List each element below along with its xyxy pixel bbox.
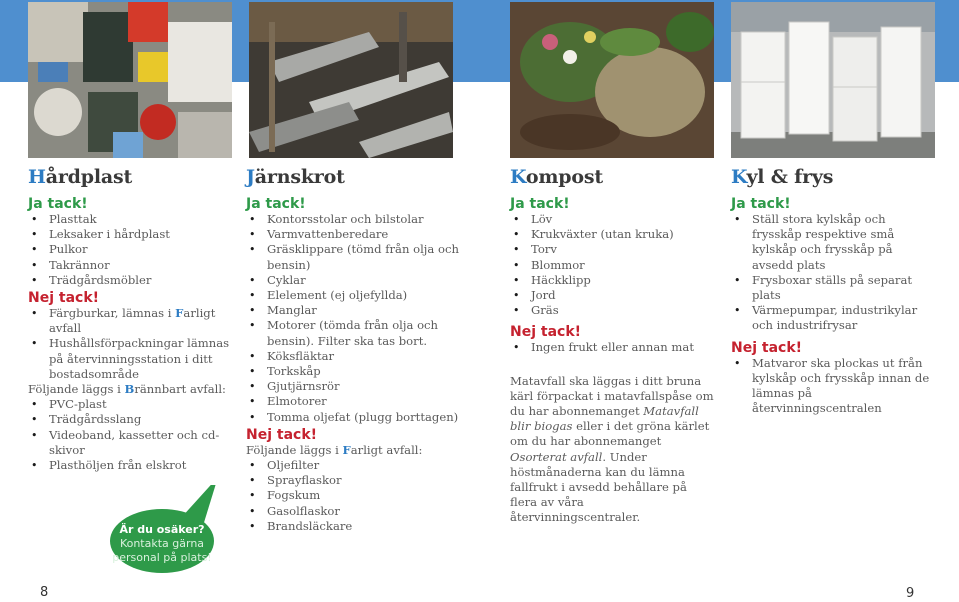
help-question: Är du osäker? [119,523,205,536]
kompost-yes-list [510,212,716,318]
hardplast-section [28,166,238,473]
list-item: • Häckklipp [510,273,716,288]
list-item: • Varmvattenberedare [246,227,462,242]
list-item: • Brandsläckare [246,519,462,534]
hardplast-yes-label: Ja tack! [28,196,88,212]
hardplast-no-label: Nej tack! [28,290,100,307]
kyl-title: Kyl & frys [731,166,834,188]
compost-photo [510,2,714,158]
kompost-yes-label: Ja tack! [510,196,570,212]
list-item: • Blommor [510,258,716,273]
hazardous-intro: Följande läggs i Farligt avfall: [246,442,423,457]
scrap-metal-photo [249,2,453,158]
burnable-intro: Följande läggs i Brännbart avfall: [28,382,226,397]
list-item: • Elmotorer [246,394,462,409]
list-item: • Torkskåp [246,364,462,379]
list-item: • Pulkor [28,242,238,257]
list-item: • Trädgårdsmöbler [28,273,238,288]
kompost-no-list [510,340,716,355]
list-item: • Cyklar [246,273,462,288]
hardplast-no-list [28,306,238,382]
jarnskrot-yes-label: Ja tack! [246,196,306,212]
list-item: • Löv [510,212,716,227]
list-item: • Sprayflaskor [246,473,462,488]
list-item: • Frysboxar ställs på separat plats [731,273,937,303]
kyl-yes-list [731,212,937,334]
page-number-left: 8 [40,585,49,600]
list-item: • Köksfläktar [246,349,462,364]
jarnskrot-section [246,166,462,534]
list-item: • Gjutjärnsrör [246,379,462,394]
list-item: • Hushållsförpackningar lämnas på återvinningsstation i ditt bostadsområde [28,336,238,382]
kyl-section [731,166,937,416]
help-bubble-text: Är du osäker? Kontakta gärna personal på plats! [110,523,214,565]
list-item: • Plasttak [28,212,238,227]
help-bubble [110,485,214,571]
list-item: • Torv [510,242,716,257]
jarnskrot-title: Järnskrot [246,166,345,188]
list-item: • Kontorsstolar och bilstolar [246,212,462,227]
list-item: • Plasthöljen från elskrot [28,458,238,473]
fridge-photo [731,2,935,158]
list-item: • Värmepumpar, industrikylar och industrifrysar [731,303,937,333]
list-item: • Fogskum [246,488,462,503]
list-item: • Ställ stora kylskåp och frysskåp respektive små kylskåp och frysskåp på avsedd plats [731,212,937,273]
food-waste-paragraph: Matavfall ska läggas i ditt bruna kärl förpackat i matavfallspåse om du har abonnemanget Matavfall blir biogas eller i det gröna kärlet om du har abonnemanget Osorterat avfall. Under höstmånaderna kan du lämna fallfrukt i avsedd behållare på flera av våra återvinningscentraler. [510,373,714,525]
list-item: • PVC-plast [28,397,238,412]
list-item: • Färgburkar, lämnas i Farligt avfall [28,306,238,336]
kompost-no-label: Nej tack! [510,324,582,341]
list-item: • Jord [510,288,716,303]
list-item: • Tomma oljefat (plugg borttagen) [246,410,462,425]
jarnskrot-no-label: Nej tack! [246,426,318,443]
kyl-yes-label: Ja tack! [731,196,791,212]
hazardous-list [246,458,462,534]
list-item: • Videoband, kassetter och cd-skivor [28,428,238,458]
list-item: • Gräs [510,303,716,318]
list-item: • Elelement (ej oljefyllda) [246,288,462,303]
list-item: • Motorer (tömda från olja och bensin). Filter ska tas bort. [246,318,462,348]
list-item: • Manglar [246,303,462,318]
list-item: • Ingen frukt eller annan mat [510,340,716,355]
hardplast-title: Hårdplast [28,166,133,188]
jarnskrot-yes-list [246,212,462,425]
kyl-no-list [731,356,937,417]
list-item: • Takrännor [28,258,238,273]
list-item: • Krukväxter (utan kruka) [510,227,716,242]
list-item: • Gräsklippare (tömd från olja och bensin) [246,242,462,272]
kompost-title: Kompost [510,166,603,188]
page-number-right: 9 [906,586,915,601]
kyl-no-label: Nej tack! [731,339,803,356]
hardplast-yes-list [28,212,238,288]
list-item: • Trädgårdsslang [28,412,238,427]
plastic-photo [28,2,232,158]
list-item: • Leksaker i hårdplast [28,227,238,242]
list-item: • Oljefilter [246,458,462,473]
list-item: • Gasolflaskor [246,504,462,519]
kompost-section [510,166,716,526]
list-item: • Matvaror ska plockas ut från kylskåp och frysskåp innan de lämnas på återvinningscentralen [731,356,937,417]
burnable-list [28,397,238,473]
